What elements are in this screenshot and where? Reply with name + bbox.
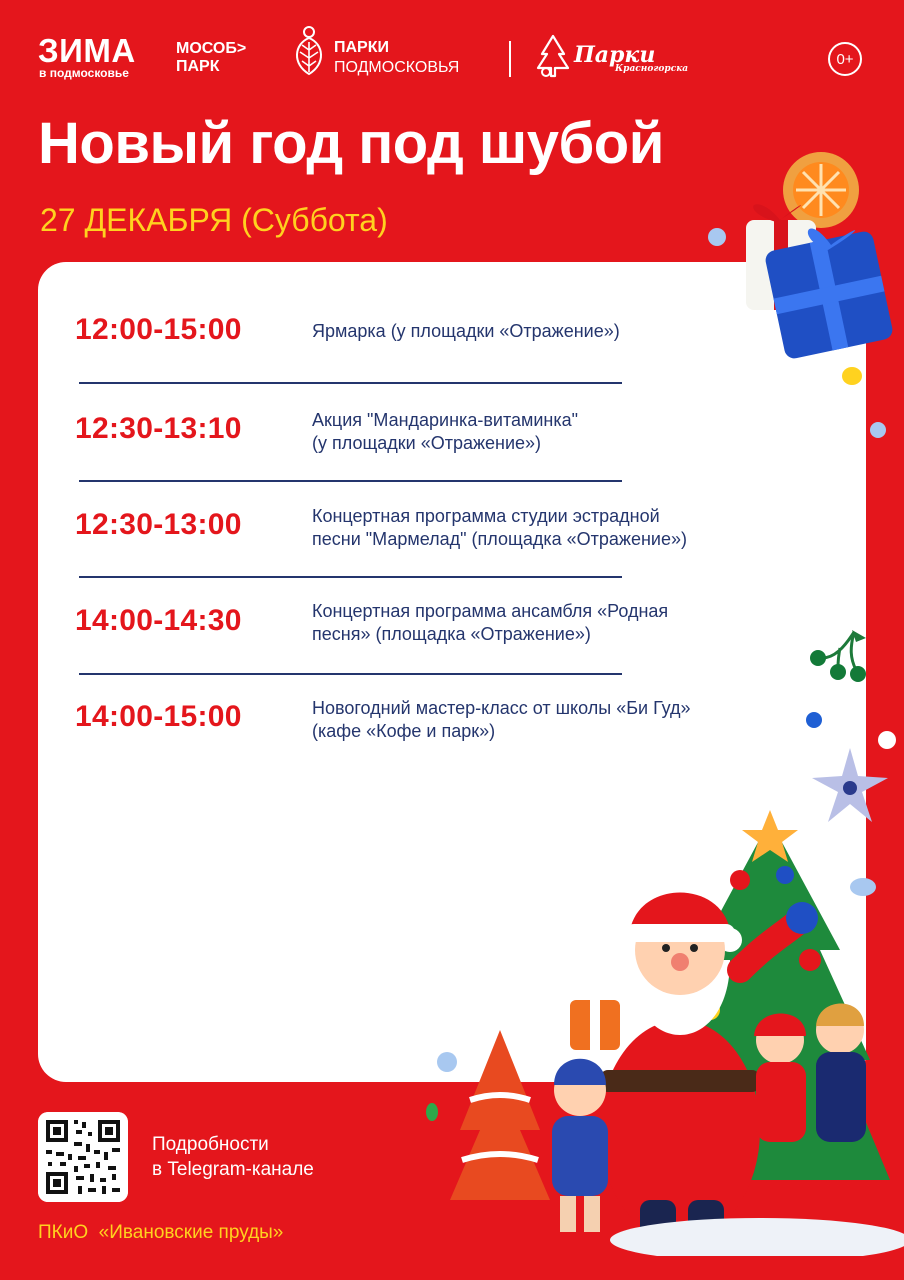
schedule-time: 12:30-13:00 [75,508,242,541]
parki-logo-line2: ПОДМОСКОВЬЯ [334,59,460,76]
zima-logo-subtitle: в подмосковье [39,66,129,80]
mosobpark-logo [176,40,246,77]
schedule-description [312,409,752,456]
qr-code[interactable] [38,1112,128,1202]
schedule-description-line: Ярмарка (у площадки «Отражение») [312,321,620,341]
schedule-panel [38,262,866,1082]
krasnogorsk-logo-sub: Красногорска [615,64,689,74]
schedule-time: 14:00-14:30 [75,604,242,637]
krasnogorsk-tree-icon [534,34,572,78]
row-divider [79,576,622,578]
krasnogorsk-logo-main: Парки [574,42,656,68]
row-divider [79,673,622,675]
schedule-description-line: (кафе «Кофе и парк») [312,721,496,742]
schedule-description-line: (у площадки «Отражение») [312,433,542,454]
schedule-description-line: Акция "Мандаринка-витаминка" [312,410,579,430]
schedule-description-line: Концертная программа ансамбля «Родная [312,601,669,621]
event-date: 27 ДЕКАБРЯ (Суббота) [40,202,388,238]
schedule-description-line: песни "Мармелад" (площадка «Отражение») [312,529,687,550]
schedule-description-line: Новогодний мастер-класс от школы «Би Гуд» [312,698,691,718]
schedule-time: 12:30-13:10 [75,412,242,445]
parki-leaf-icon [290,24,328,78]
logo-divider [509,41,511,77]
schedule-description [312,600,752,647]
confetti-dot [870,422,886,438]
schedule-description-line: песня» (площадка «Отражение») [312,624,591,645]
telegram-info-line1: Подробности [152,1134,269,1155]
schedule-description [312,320,752,343]
confetti-dot [708,228,726,246]
row-divider [79,480,622,482]
event-title: Новый год под шубой [38,111,664,176]
schedule-time: 14:00-15:00 [75,700,242,733]
confetti-dot [426,1103,438,1121]
row-divider [79,382,622,384]
confetti-dot [878,731,896,749]
zima-logo-title: ЗИМА [38,32,136,69]
schedule-time: 12:00-15:00 [75,313,242,346]
age-rating-badge: 0+ [828,42,862,76]
telegram-info-line2: в Telegram-канале [152,1158,314,1180]
schedule-description [312,505,752,552]
telegram-info [152,1133,314,1182]
mosobpark-logo-line1: МОСОБ> [176,40,247,57]
park-name: ПКиО «Ивановские пруды» [38,1222,284,1243]
schedule-description [312,697,752,744]
schedule-description-line: Концертная программа студии эстрадной [312,506,660,526]
mosobpark-logo-line2: ПАРК [176,58,220,76]
parki-logo-line1: ПАРКИ [334,39,389,56]
